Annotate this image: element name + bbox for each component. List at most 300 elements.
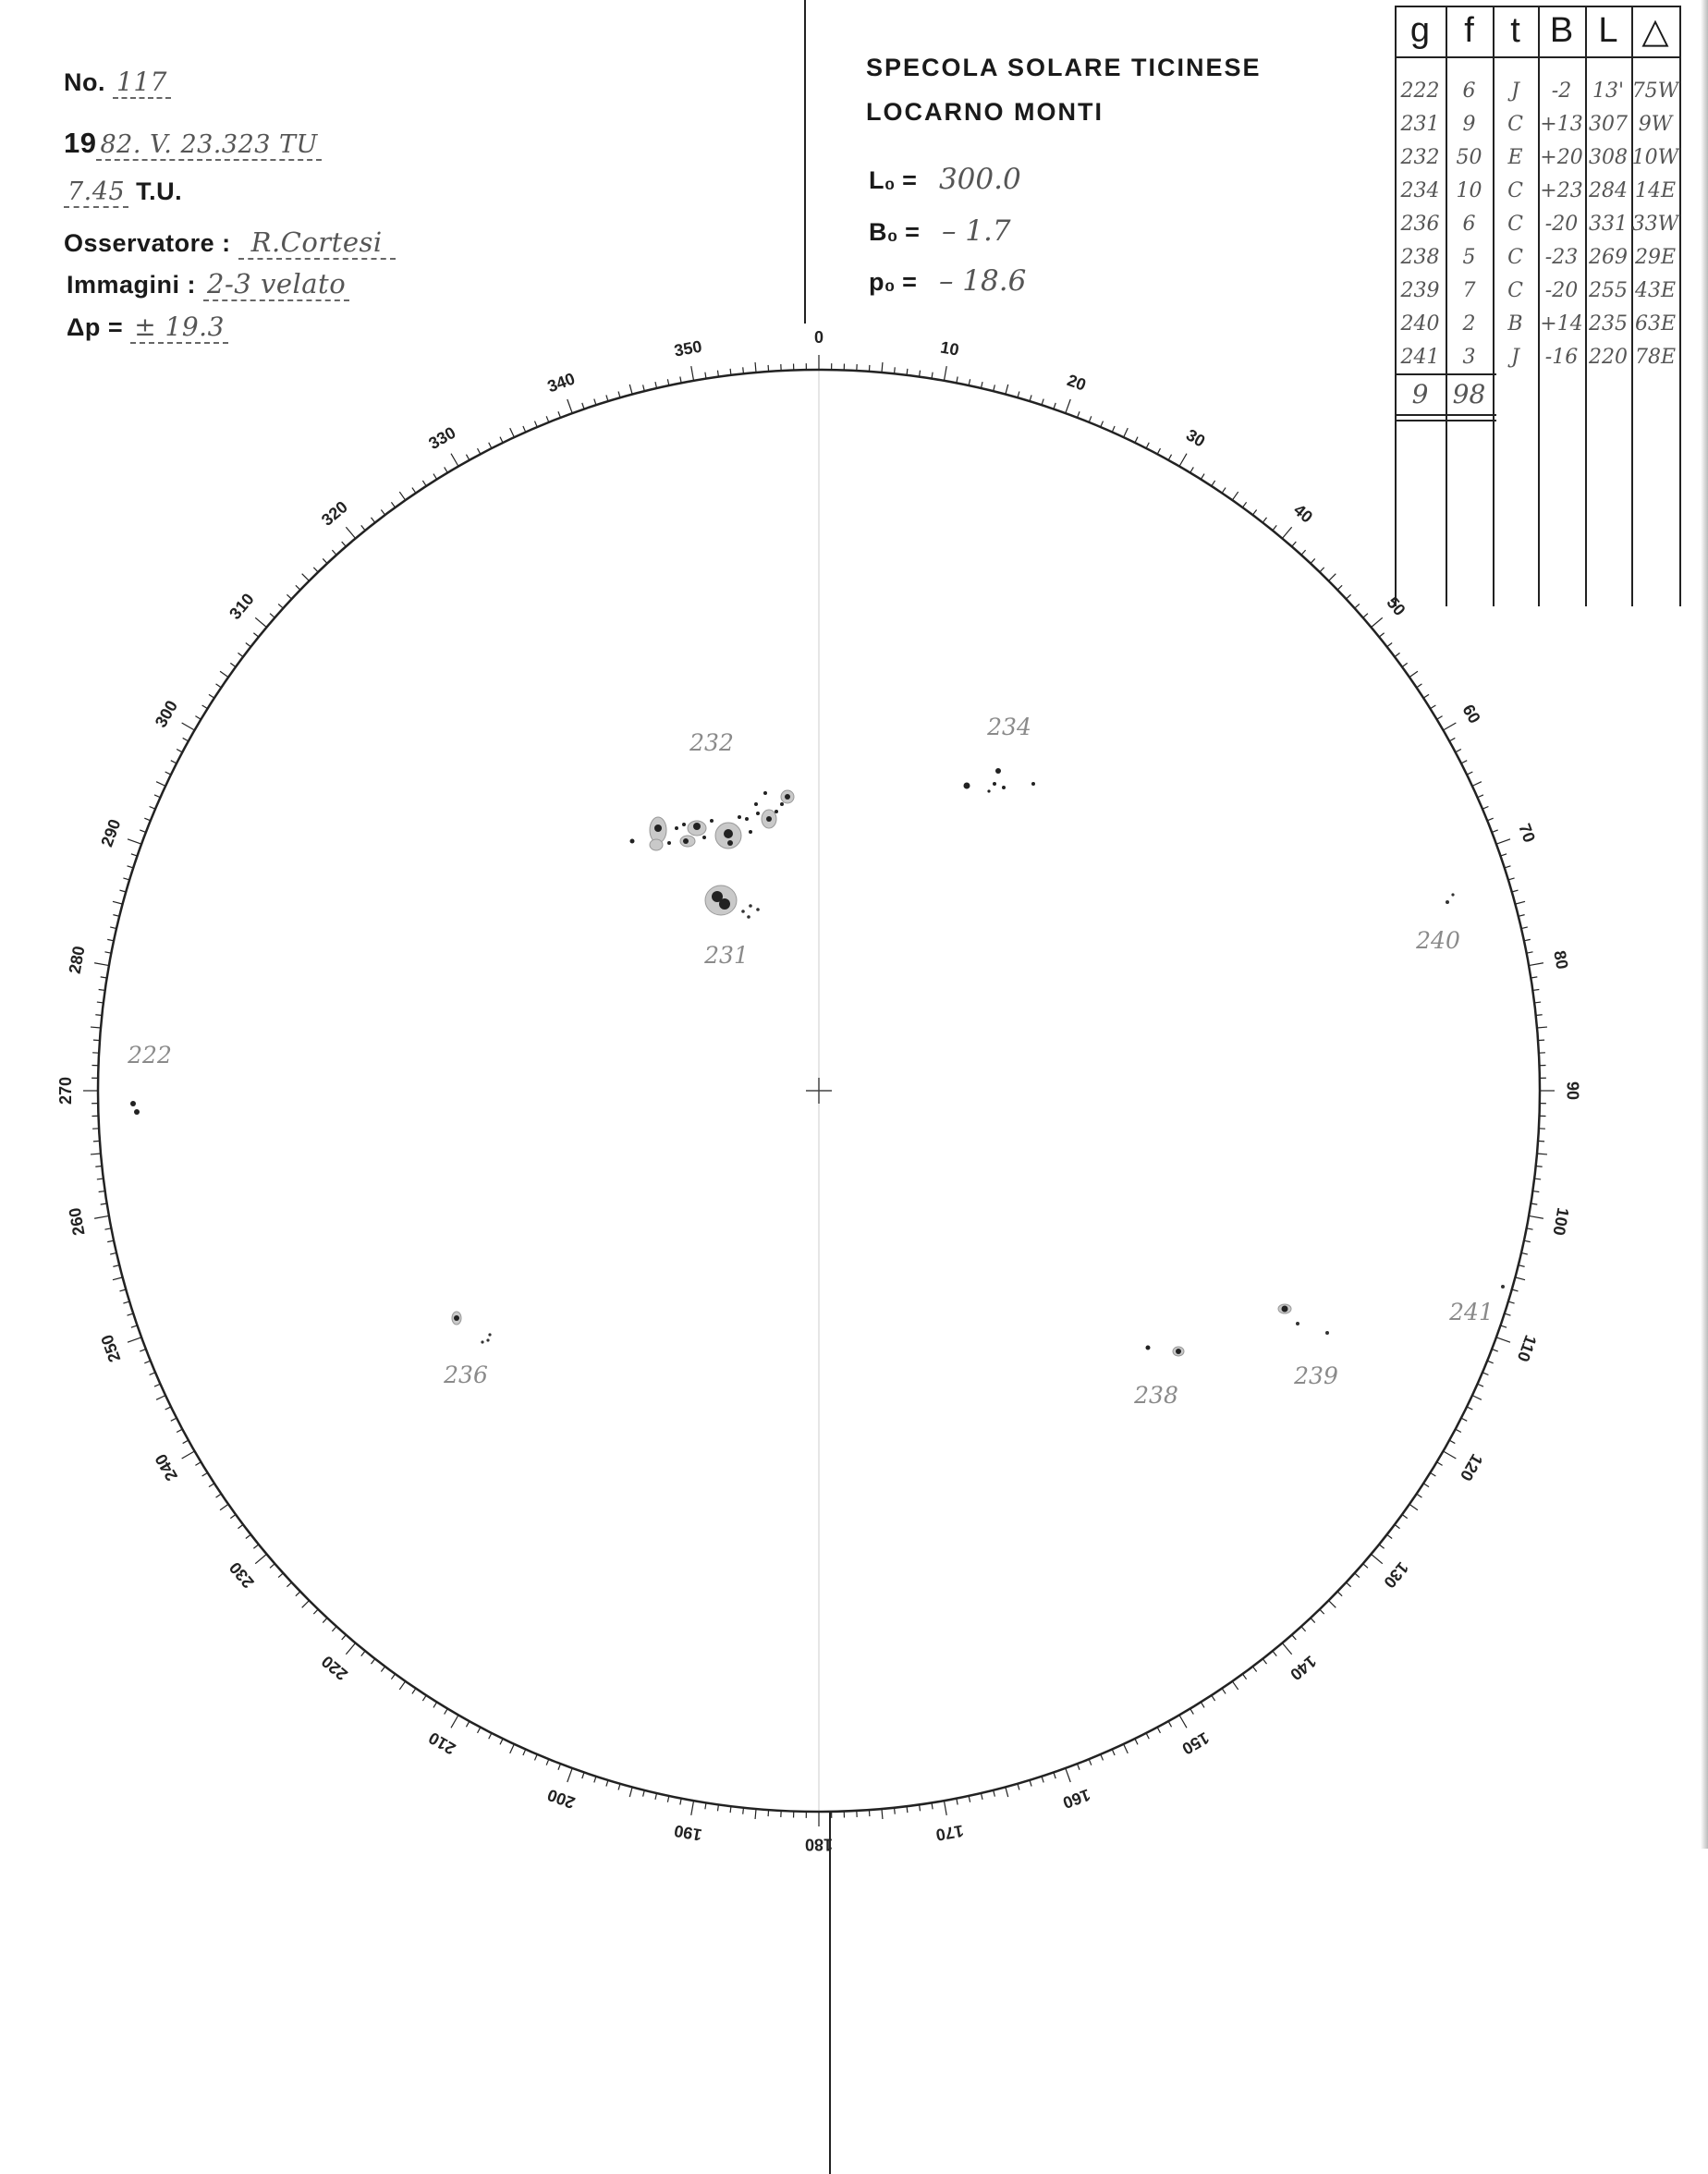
degree-tick bbox=[755, 362, 756, 373]
degree-label: 30 bbox=[1182, 425, 1209, 451]
degree-tick bbox=[1078, 1764, 1080, 1770]
table-cell: 5 bbox=[1462, 245, 1476, 269]
time-value: 7.45 bbox=[64, 177, 128, 208]
degree-tick bbox=[95, 1015, 102, 1016]
degree-tick bbox=[1423, 1484, 1429, 1487]
degree-tick bbox=[1372, 617, 1383, 627]
degree-tick bbox=[1529, 963, 1543, 966]
table-cell: 2 bbox=[1462, 311, 1476, 336]
degree-tick bbox=[1282, 527, 1291, 538]
degree-tick bbox=[216, 684, 222, 688]
degree-tick bbox=[1273, 1651, 1276, 1655]
degree-label: 350 bbox=[672, 336, 703, 360]
degree-tick bbox=[371, 1659, 374, 1665]
degree-tick bbox=[1501, 854, 1507, 856]
date-value: 82. V. 23.323 TU bbox=[96, 130, 321, 161]
umbra bbox=[1446, 900, 1449, 904]
degree-tick bbox=[94, 963, 109, 966]
degree-label: 110 bbox=[1513, 1332, 1541, 1364]
degree-label: 160 bbox=[1060, 1785, 1093, 1813]
table-cell: C bbox=[1507, 178, 1523, 202]
degree-tick bbox=[1443, 723, 1456, 730]
degree-tick bbox=[255, 1554, 266, 1563]
degree-tick bbox=[1478, 1384, 1483, 1386]
degree-tick bbox=[907, 1806, 908, 1813]
degree-tick bbox=[1461, 761, 1467, 763]
degree-tick bbox=[140, 1350, 146, 1352]
degree-tick bbox=[1496, 1337, 1510, 1342]
degree-tick bbox=[1201, 474, 1204, 480]
table-cell: 29E bbox=[1634, 245, 1677, 269]
table-cell: 9 bbox=[1462, 112, 1476, 136]
table-cell: 235 bbox=[1589, 311, 1628, 336]
table-cell: 10 bbox=[1456, 178, 1482, 202]
degree-tick bbox=[323, 1618, 327, 1622]
degree-tick bbox=[1437, 716, 1443, 720]
degree-tick bbox=[1263, 1659, 1266, 1665]
degree-tick bbox=[128, 866, 134, 868]
degree-tick bbox=[1112, 1750, 1115, 1755]
degree-tick bbox=[1395, 653, 1400, 656]
table-cell: 33W bbox=[1631, 212, 1679, 236]
degree-tick bbox=[182, 1451, 195, 1459]
degree-label: 340 bbox=[544, 369, 578, 397]
degree-label: 240 bbox=[151, 1450, 182, 1484]
degree-tick bbox=[342, 1635, 347, 1640]
table-header-4: L bbox=[1598, 11, 1618, 50]
degree-tick bbox=[567, 399, 572, 413]
degree-label: 250 bbox=[97, 1332, 125, 1365]
degree-tick bbox=[500, 437, 503, 443]
degree-tick bbox=[1537, 1027, 1547, 1028]
record-number-value: 117 bbox=[113, 67, 171, 99]
observer-value: R.Cortesi bbox=[238, 226, 396, 260]
degree-label: 80 bbox=[1550, 948, 1572, 971]
degree-label: 100 bbox=[1549, 1206, 1573, 1238]
degree-tick bbox=[1417, 684, 1422, 688]
degree-tick bbox=[433, 1702, 437, 1707]
degree-tick bbox=[466, 1721, 469, 1727]
degree-tick bbox=[1417, 1494, 1422, 1497]
degree-tick bbox=[156, 1396, 165, 1400]
group-label-236: 236 bbox=[444, 1362, 488, 1388]
umbra bbox=[756, 908, 760, 911]
degree-tick bbox=[1430, 1472, 1435, 1476]
group-label-241: 241 bbox=[1449, 1299, 1494, 1325]
umbra bbox=[727, 840, 733, 846]
degree-tick bbox=[510, 1744, 515, 1753]
degree-tick bbox=[399, 492, 405, 500]
degree-label: 200 bbox=[544, 1785, 578, 1813]
degree-tick bbox=[371, 518, 374, 523]
table-header-0: g bbox=[1409, 11, 1431, 50]
table-cell: +13 bbox=[1540, 112, 1583, 136]
degree-tick bbox=[643, 1790, 645, 1797]
degree-tick bbox=[128, 839, 141, 844]
degree-tick bbox=[131, 1325, 138, 1327]
B0-value: – 1.7 bbox=[941, 214, 1011, 248]
table-cell: C bbox=[1507, 245, 1523, 269]
degree-tick bbox=[1461, 1418, 1467, 1421]
degree-tick bbox=[113, 915, 119, 917]
degree-tick bbox=[1201, 1702, 1204, 1707]
degree-tick bbox=[1089, 1759, 1092, 1765]
table-cell: 220 bbox=[1589, 345, 1628, 369]
degree-tick bbox=[534, 421, 537, 427]
degree-tick bbox=[1292, 542, 1297, 546]
degree-tick bbox=[156, 782, 165, 787]
degree-tick bbox=[1232, 1681, 1238, 1690]
table-cell: 13' bbox=[1592, 79, 1625, 103]
degree-tick bbox=[302, 1601, 310, 1608]
degree-tick bbox=[1355, 1573, 1360, 1578]
degree-tick bbox=[667, 379, 668, 385]
table-header-1: f bbox=[1464, 11, 1474, 50]
umbra bbox=[1296, 1322, 1299, 1325]
degree-tick bbox=[1521, 1252, 1528, 1254]
group-label-239: 239 bbox=[1294, 1362, 1338, 1389]
degree-tick bbox=[606, 1780, 608, 1787]
degree-tick bbox=[1054, 403, 1055, 409]
degree-tick bbox=[1146, 443, 1149, 448]
degree-label: 190 bbox=[672, 1821, 703, 1845]
degree-tick bbox=[882, 362, 883, 373]
group-label-222: 222 bbox=[128, 1042, 172, 1069]
degree-tick bbox=[209, 694, 214, 698]
degree-tick bbox=[1492, 830, 1498, 833]
degree-tick bbox=[1273, 525, 1276, 530]
table-cell: 10W bbox=[1631, 145, 1679, 169]
observatory-name: SPECOLA SOLARE TICINESE bbox=[866, 54, 1262, 81]
degree-tick bbox=[1157, 448, 1160, 454]
degree-tick bbox=[1449, 1440, 1455, 1443]
degree-tick bbox=[606, 395, 608, 401]
degree-tick bbox=[1222, 1689, 1226, 1694]
degree-tick bbox=[128, 1313, 134, 1315]
degree-tick bbox=[182, 723, 195, 730]
degree-tick bbox=[91, 1027, 101, 1028]
degree-tick bbox=[230, 663, 236, 666]
degree-tick bbox=[246, 642, 251, 646]
degree-tick bbox=[1135, 437, 1138, 443]
degree-tick bbox=[177, 750, 182, 752]
degree-tick bbox=[629, 385, 632, 395]
degree-tick bbox=[691, 1801, 694, 1815]
degree-tick bbox=[107, 1240, 114, 1241]
table-cell: C bbox=[1507, 212, 1523, 236]
degree-tick bbox=[1379, 633, 1384, 637]
umbra bbox=[749, 904, 752, 908]
degree-tick bbox=[346, 527, 355, 538]
umbra bbox=[756, 812, 760, 815]
table-cell: -20 bbox=[1544, 212, 1579, 236]
degree-tick bbox=[332, 1627, 336, 1631]
degree-tick bbox=[1190, 1709, 1194, 1715]
degree-label: 290 bbox=[97, 816, 125, 849]
degree-tick bbox=[1179, 1715, 1187, 1728]
degree-tick bbox=[944, 1801, 946, 1815]
degree-tick bbox=[882, 1809, 883, 1819]
degree-tick bbox=[594, 399, 596, 406]
table-cell: 75W bbox=[1631, 79, 1679, 103]
umbra bbox=[749, 830, 752, 834]
degree-tick bbox=[582, 403, 584, 409]
degree-tick bbox=[895, 367, 896, 373]
degree-tick bbox=[220, 1504, 228, 1509]
degree-tick bbox=[287, 594, 291, 599]
degree-tick bbox=[1363, 1564, 1368, 1569]
umbra bbox=[1176, 1349, 1181, 1354]
table-cell: -23 bbox=[1544, 245, 1579, 269]
table-cell: 308 bbox=[1589, 145, 1628, 169]
observatory-location: LOCARNO MONTI bbox=[866, 98, 1104, 126]
degree-tick bbox=[1505, 1313, 1511, 1315]
degree-tick bbox=[412, 1689, 416, 1694]
table-cell: +14 bbox=[1540, 311, 1583, 336]
umbra bbox=[630, 839, 635, 844]
degree-tick bbox=[594, 1777, 596, 1783]
observer-label: Osservatore : bbox=[64, 229, 231, 257]
degree-tick bbox=[1395, 1524, 1400, 1528]
degree-tick bbox=[150, 1373, 155, 1375]
degree-tick bbox=[1054, 1773, 1055, 1779]
table-cell: C bbox=[1507, 112, 1523, 136]
degree-tick bbox=[346, 1643, 355, 1655]
degree-tick bbox=[399, 1681, 405, 1690]
degree-tick bbox=[1505, 866, 1511, 868]
degree-tick bbox=[1409, 671, 1418, 677]
degree-tick bbox=[567, 1768, 572, 1782]
degree-tick bbox=[1301, 1627, 1306, 1631]
degree-tick bbox=[1496, 839, 1510, 844]
table-cell: 241 bbox=[1400, 345, 1440, 369]
table-cell: 6 bbox=[1462, 212, 1476, 236]
degree-label: 260 bbox=[65, 1206, 89, 1238]
degree-tick bbox=[1402, 663, 1408, 666]
degree-tick bbox=[1124, 428, 1128, 437]
degree-tick bbox=[183, 738, 189, 740]
table-total-cell: 9 bbox=[1411, 378, 1429, 409]
degree-tick bbox=[1430, 705, 1435, 709]
degree-tick bbox=[944, 366, 946, 381]
degree-tick bbox=[97, 1002, 104, 1003]
degree-tick bbox=[1157, 1728, 1160, 1733]
degree-tick bbox=[1006, 385, 1008, 395]
umbra bbox=[667, 841, 671, 845]
degree-tick bbox=[1337, 585, 1342, 590]
degree-tick bbox=[1515, 901, 1525, 904]
table-header-3: B bbox=[1549, 11, 1574, 50]
degree-tick bbox=[195, 716, 201, 720]
degree-tick bbox=[1529, 1215, 1543, 1218]
time-suffix: T.U. bbox=[136, 177, 183, 205]
degree-tick bbox=[391, 502, 395, 507]
degree-tick bbox=[1179, 454, 1187, 467]
umbra bbox=[130, 1101, 136, 1106]
degree-tick bbox=[558, 1764, 561, 1770]
table-cell: 3 bbox=[1462, 345, 1476, 369]
table-cell: -16 bbox=[1544, 345, 1579, 369]
record-number-label: No. bbox=[64, 68, 105, 96]
degree-tick bbox=[361, 1651, 365, 1655]
degree-tick bbox=[381, 509, 384, 515]
degree-tick bbox=[1078, 411, 1080, 418]
degree-tick bbox=[144, 818, 150, 821]
umbra bbox=[993, 782, 996, 786]
degree-tick bbox=[1437, 1462, 1443, 1466]
degree-tick bbox=[546, 416, 549, 421]
degree-tick bbox=[1124, 1744, 1128, 1753]
degree-tick bbox=[202, 705, 208, 709]
degree-tick bbox=[1337, 1592, 1342, 1596]
degree-tick bbox=[523, 1750, 526, 1755]
degree-tick bbox=[1101, 421, 1104, 427]
degree-label: 20 bbox=[1065, 371, 1089, 395]
degree-tick bbox=[655, 1793, 657, 1800]
degree-tick bbox=[113, 901, 123, 904]
degree-tick bbox=[313, 568, 318, 572]
degree-label: 90 bbox=[1563, 1081, 1582, 1101]
degree-tick bbox=[1508, 1301, 1515, 1303]
penumbra bbox=[650, 839, 663, 850]
umbra bbox=[1282, 1306, 1288, 1313]
degree-tick bbox=[1536, 1166, 1543, 1167]
degree-tick bbox=[500, 1739, 503, 1744]
degree-tick bbox=[1515, 1277, 1525, 1280]
degree-tick bbox=[238, 1524, 243, 1528]
umbra bbox=[775, 810, 778, 813]
degree-tick bbox=[981, 1793, 982, 1800]
umbra bbox=[1451, 893, 1454, 896]
degree-tick bbox=[1212, 1695, 1215, 1701]
degree-label: 140 bbox=[1287, 1652, 1320, 1684]
degree-tick bbox=[1112, 426, 1115, 432]
degree-label: 300 bbox=[151, 697, 182, 731]
degree-tick bbox=[1402, 1514, 1408, 1518]
table-cell: 307 bbox=[1589, 112, 1628, 136]
umbra bbox=[486, 1338, 489, 1341]
degree-tick bbox=[1346, 594, 1350, 599]
degree-tick bbox=[445, 467, 448, 472]
degree-tick bbox=[391, 1674, 395, 1679]
degree-tick bbox=[220, 671, 228, 677]
degree-label: 270 bbox=[55, 1076, 75, 1105]
umbra bbox=[766, 816, 772, 822]
degree-tick bbox=[381, 1667, 384, 1672]
degree-tick bbox=[1536, 1015, 1543, 1016]
degree-tick bbox=[1282, 1643, 1291, 1655]
degree-tick bbox=[1449, 738, 1455, 740]
degree-tick bbox=[755, 1809, 756, 1819]
degree-tick bbox=[451, 1715, 458, 1728]
degree-tick bbox=[412, 488, 416, 494]
degree-tick bbox=[1482, 806, 1488, 809]
group-label-238: 238 bbox=[1134, 1382, 1178, 1409]
degree-tick bbox=[202, 1472, 208, 1476]
degree-tick bbox=[361, 525, 365, 530]
degree-tick bbox=[287, 1582, 291, 1587]
degree-tick bbox=[1320, 1609, 1324, 1614]
table-cell: 231 bbox=[1400, 112, 1440, 136]
degree-tick bbox=[1146, 1733, 1149, 1739]
table-header-5: △ bbox=[1641, 12, 1669, 51]
degree-tick bbox=[113, 1277, 123, 1280]
umbra bbox=[683, 838, 689, 844]
degree-label: 50 bbox=[1383, 592, 1409, 620]
degree-label: 0 bbox=[813, 327, 824, 347]
table-cell: 63E bbox=[1634, 311, 1677, 336]
degree-tick bbox=[895, 1808, 896, 1814]
umbra bbox=[1501, 1285, 1505, 1289]
degree-tick bbox=[1301, 550, 1306, 555]
degree-tick bbox=[209, 1484, 214, 1487]
degree-tick bbox=[907, 369, 908, 375]
degree-tick bbox=[743, 367, 744, 373]
umbra bbox=[780, 802, 784, 806]
degree-tick bbox=[1492, 1350, 1498, 1352]
degree-tick bbox=[1346, 1582, 1350, 1587]
umbra bbox=[964, 783, 970, 789]
degree-tick bbox=[1329, 574, 1336, 581]
degree-tick bbox=[1006, 1787, 1008, 1797]
delta-p-label: Δp = bbox=[67, 313, 124, 341]
degree-tick bbox=[1519, 915, 1525, 917]
umbra bbox=[763, 791, 767, 795]
degree-tick bbox=[1329, 1601, 1336, 1608]
degree-tick bbox=[131, 854, 138, 856]
table-cell: 43E bbox=[1634, 278, 1677, 302]
degree-tick bbox=[113, 1265, 119, 1267]
degree-tick bbox=[270, 614, 274, 618]
degree-tick bbox=[1467, 1407, 1472, 1410]
table-cell: 9W bbox=[1638, 112, 1673, 136]
degree-tick bbox=[643, 385, 645, 391]
table-cell: 232 bbox=[1400, 145, 1440, 169]
table-header-2: t bbox=[1510, 11, 1520, 50]
degree-label: 130 bbox=[1380, 1558, 1412, 1592]
degree-tick bbox=[1456, 1429, 1461, 1432]
degree-tick bbox=[451, 454, 458, 467]
degree-tick bbox=[466, 455, 469, 460]
degree-tick bbox=[128, 1337, 141, 1342]
degree-tick bbox=[195, 1462, 201, 1466]
degree-tick bbox=[1387, 1534, 1393, 1538]
degree-tick bbox=[1472, 782, 1482, 787]
table-cell: E bbox=[1507, 145, 1523, 169]
degree-tick bbox=[342, 542, 347, 546]
degree-tick bbox=[1311, 1618, 1315, 1622]
degree-tick bbox=[1263, 518, 1266, 523]
degree-tick bbox=[332, 550, 336, 555]
degree-tick bbox=[1487, 1361, 1493, 1363]
degree-tick bbox=[478, 448, 481, 454]
degree-tick bbox=[94, 1215, 109, 1218]
table-cell: 6 bbox=[1462, 79, 1476, 103]
degree-tick bbox=[323, 558, 327, 563]
table-cell: -20 bbox=[1544, 278, 1579, 302]
degree-tick bbox=[1521, 927, 1528, 929]
degree-tick bbox=[278, 604, 283, 608]
umbra bbox=[1031, 782, 1035, 786]
delta-p-value: ± 19.3 bbox=[130, 311, 228, 344]
table-cell: B bbox=[1507, 311, 1523, 336]
umbra bbox=[654, 824, 662, 832]
P0-label: p₀ = bbox=[869, 268, 917, 296]
degree-tick bbox=[144, 1361, 150, 1363]
degree-label: 60 bbox=[1458, 701, 1484, 727]
table-cell: 284 bbox=[1589, 178, 1628, 202]
degree-label: 40 bbox=[1289, 500, 1317, 527]
